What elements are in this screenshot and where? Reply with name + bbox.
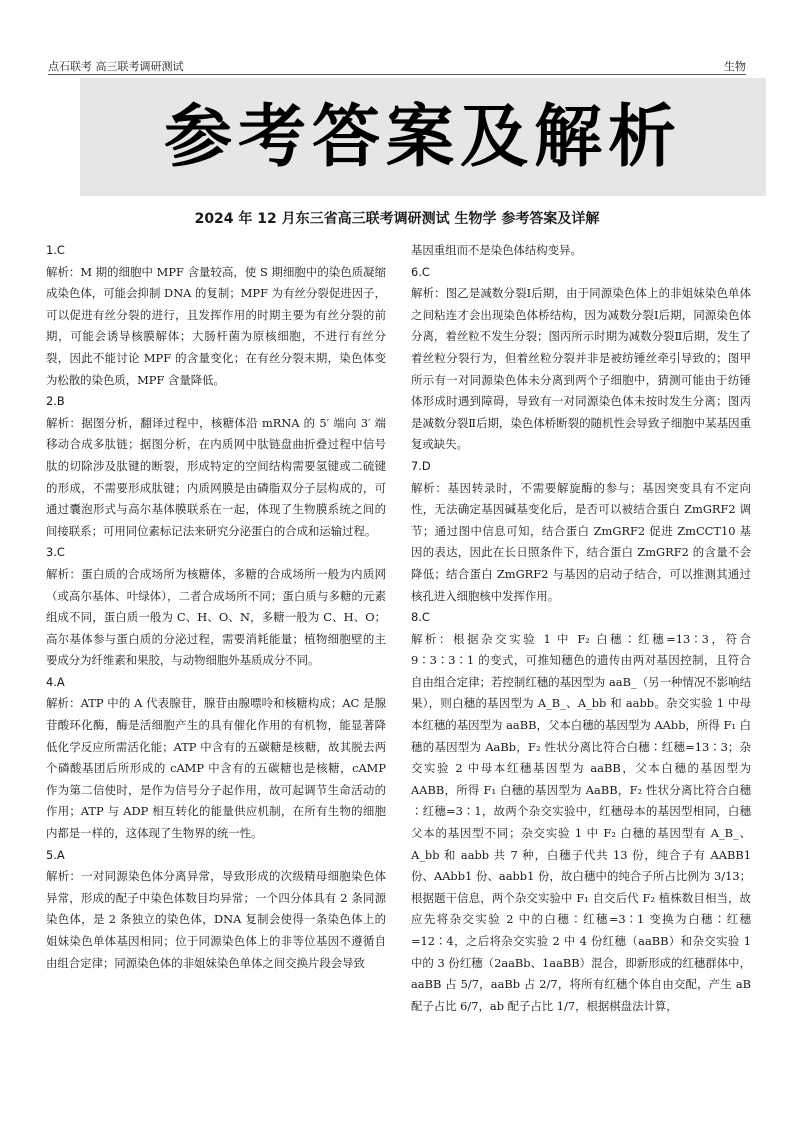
header-subject: 生物 [724,60,746,73]
title-banner [80,78,766,196]
header-source: 点石联考 高三联考调研测试 [48,60,184,73]
answer-explanation: 解析：据图分析，翻译过程中，核糖体沿 mRNA 的 5′ 端向 3′ 端移动合成多肽链；据图分析，在内质网中肽链盘曲折叠过程中信号肽的切除涉及肽键的断裂，形成特定的空间结构需要氢键或二硫键的形成，不需要形成肽键；内质网膜是由磷脂双分子层构成的，可通过囊泡形式与高尔基体膜联系在一起，体现了生物膜系统之间的间接联系；可用同位素标记法来研究分泌蛋白的合成和运输过程。 [46,415,386,538]
document-subtitle: 2024 年 12 月东三省高三联考调研测试 生物学 参考答案及详解 [194,211,600,227]
answer-number: 6.C [411,264,430,279]
answer-number: 7.D [411,458,431,473]
answer-number: 1.C [46,243,65,257]
answer-explanation: 解析：ATP 中的 A 代表腺苷，腺苷由腺嘌呤和核糖构成；AC 是腺苷酸环化酶，酶是活细胞产生的具有催化作用的有机物，能显著降低化学反应所需活化能；ATP 中含有的五碳糖是核糖，故其脱去两个磷酸基团后所形成的 cAMP 中含有的五碳糖也是核糖，cAMP 作为第二信使时，是作为信号分子起作用，故可起调节生命活动的作用；ATP 与 ADP 相互转化的能量供应机制，在所有生物的细胞内都是一样的，这体现了生物界的统一性。 [46,696,386,841]
answer-explanation: 解析：一对同源染色体分离异常，导致形成的次级精母细胞染色体异常，形成的配子中染色体数目均异常；一个四分体具有 2 条同源染色体，是 2 条独立的染色体，DNA 复制会使得一条染色体上的姐妹染色单体基因相同；位于同源染色体上的非等位基因不遵循自由组合定律；同源染色体的非姐妹染色单体之间交换片段会导致 [46,869,386,970]
left-column [46,240,386,974]
answer-explanation: 解析：蛋白质的合成场所为核糖体，多糖的合成场所一般为内质网（或高尔基体、叶绿体），二者合成场所不同；蛋白质与多糖的元素组成不同，蛋白质一般为 C、H、O、N，多糖一般为 C、H、O；高尔基体参与蛋白质的分泌过程，需要消耗能量；植物细胞壁的主要成分为纤维素和果胶，与动物细胞外基质成分不同。 [46,566,386,668]
answer-number: 8.C [411,610,430,625]
answer-number: 3.C [46,545,65,560]
running-header [48,58,746,75]
banner-title: 参考答案及解析 [163,97,682,177]
answer-explanation: 基因重组而不是染色体结构变异。 [411,243,582,257]
answer-explanation: 解析：根据杂交实验 1 中 F₂ 白穗∶红穗=13∶3，符合 9∶3∶3∶1 的变式，可推知穗色的遗传由两对基因控制，且符合自由组合定律；若控制红穗的基因型为 aaB_（另一种情况不影响结果），则白穗的基因型为 A_B_、A_bb 和 aabb。杂交实验 1 中母本红穗的基因型为 aaBB，父本白穗的基因型为 AAbb，所得 F₁ 白穗的基因型为 AaBb，F₂ 性状分离比符合白穗∶红穗=13∶3；杂交实验 2 中母本红穗基因型为 aaBB，父本白穗的基因型为 AABB，所得 F₁ 白穗的基因型为 AaBB，F₂ 性状分离比符合白穗∶红穗=3∶1，故两个杂交实验中，红穗母本的基因型相同，白穗父本的基因型不同；杂交实验 1 中 F₂ 白穗的基因型有 A_B_、A_bb 和 aabb 共 7 种，白穗子代共 13 份，纯合子有 AABB1 份、AAbb1 份、aabb1 份，故白穗中的纯合子所占比例为 3/13；根据题干信息，两个杂交实验中 F₁ 自交后代 F₂ 植株数目相当，故应先将杂交实验 2 中的白穗∶红穗=3∶1 变换为白穗∶红穗=12∶4，之后将杂交实验 2 中 4 份红穗（aaBB）和杂交实验 1 中的 3 份红穗（2aaBb、1aaBB）混合，即新形成的红穗群体中，aaBB 占 5/7，aaBb 占 2/7，将所有红穗个体自由交配，产生 aB 配子占比 6/7，ab 配子占比 1/7，根据棋盘法计算， [411,631,751,1013]
answer-number: 4.A [46,674,65,689]
answer-explanation: 解析：M 期的细胞中 MPF 含量较高，使 S 期细胞中的染色质凝缩成染色体，可能会抑制 DNA 的复制；MPF 为有丝分裂促进因子，可以促进有丝分裂的进行，且发挥作用的时期主要为有丝分裂的前期，可能会诱导核膜解体；大肠杆菌为原核细胞，不进行有丝分裂，因此不能讨论 MPF 的含量变化；在有丝分裂末期，染色体变为松散的染色质，MPF 含量降低。 [46,264,386,387]
answer-number: 2.B [46,394,65,409]
answer-number: 5.A [46,847,65,862]
right-column [411,240,751,1017]
answer-explanation: 解析：基因转录时，不需要解旋酶的参与；基因突变具有不定向性，无法确定基因碱基变化后，是否可以被结合蛋白 ZmGRF2 调节；通过图中信息可知，结合蛋白 ZmGRF2 促进 ZmCCT10 基因的表达，因此在长日照条件下，结合蛋白 ZmGRF2 的含量不会降低；结合蛋白 ZmGRF2 与基因的启动子结合，可以推测其通过核孔进入细胞核中发挥作用。 [411,480,751,603]
answer-explanation: 解析：图乙是减数分裂Ⅰ后期，由于同源染色体上的非姐妹染色单体之间粘连才会出现染色体桥结构，因为减数分裂Ⅰ后期，同源染色体分离，着丝粒不发生分裂；图丙所示时期为减数分裂Ⅱ后期，发生了着丝粒分裂行为，但着丝粒分裂并非是被纺锤丝牵引导致的；图甲所示有一对同源染色体未分离到两个子细胞中，猜测可能由于纺锤体形成时遇到障碍，导致有一对同源染色体未按时发生分离；图丙是减数分裂Ⅱ后期，染色体桥断裂的随机性会导致子细胞中某基因重复或缺失。 [411,286,751,452]
